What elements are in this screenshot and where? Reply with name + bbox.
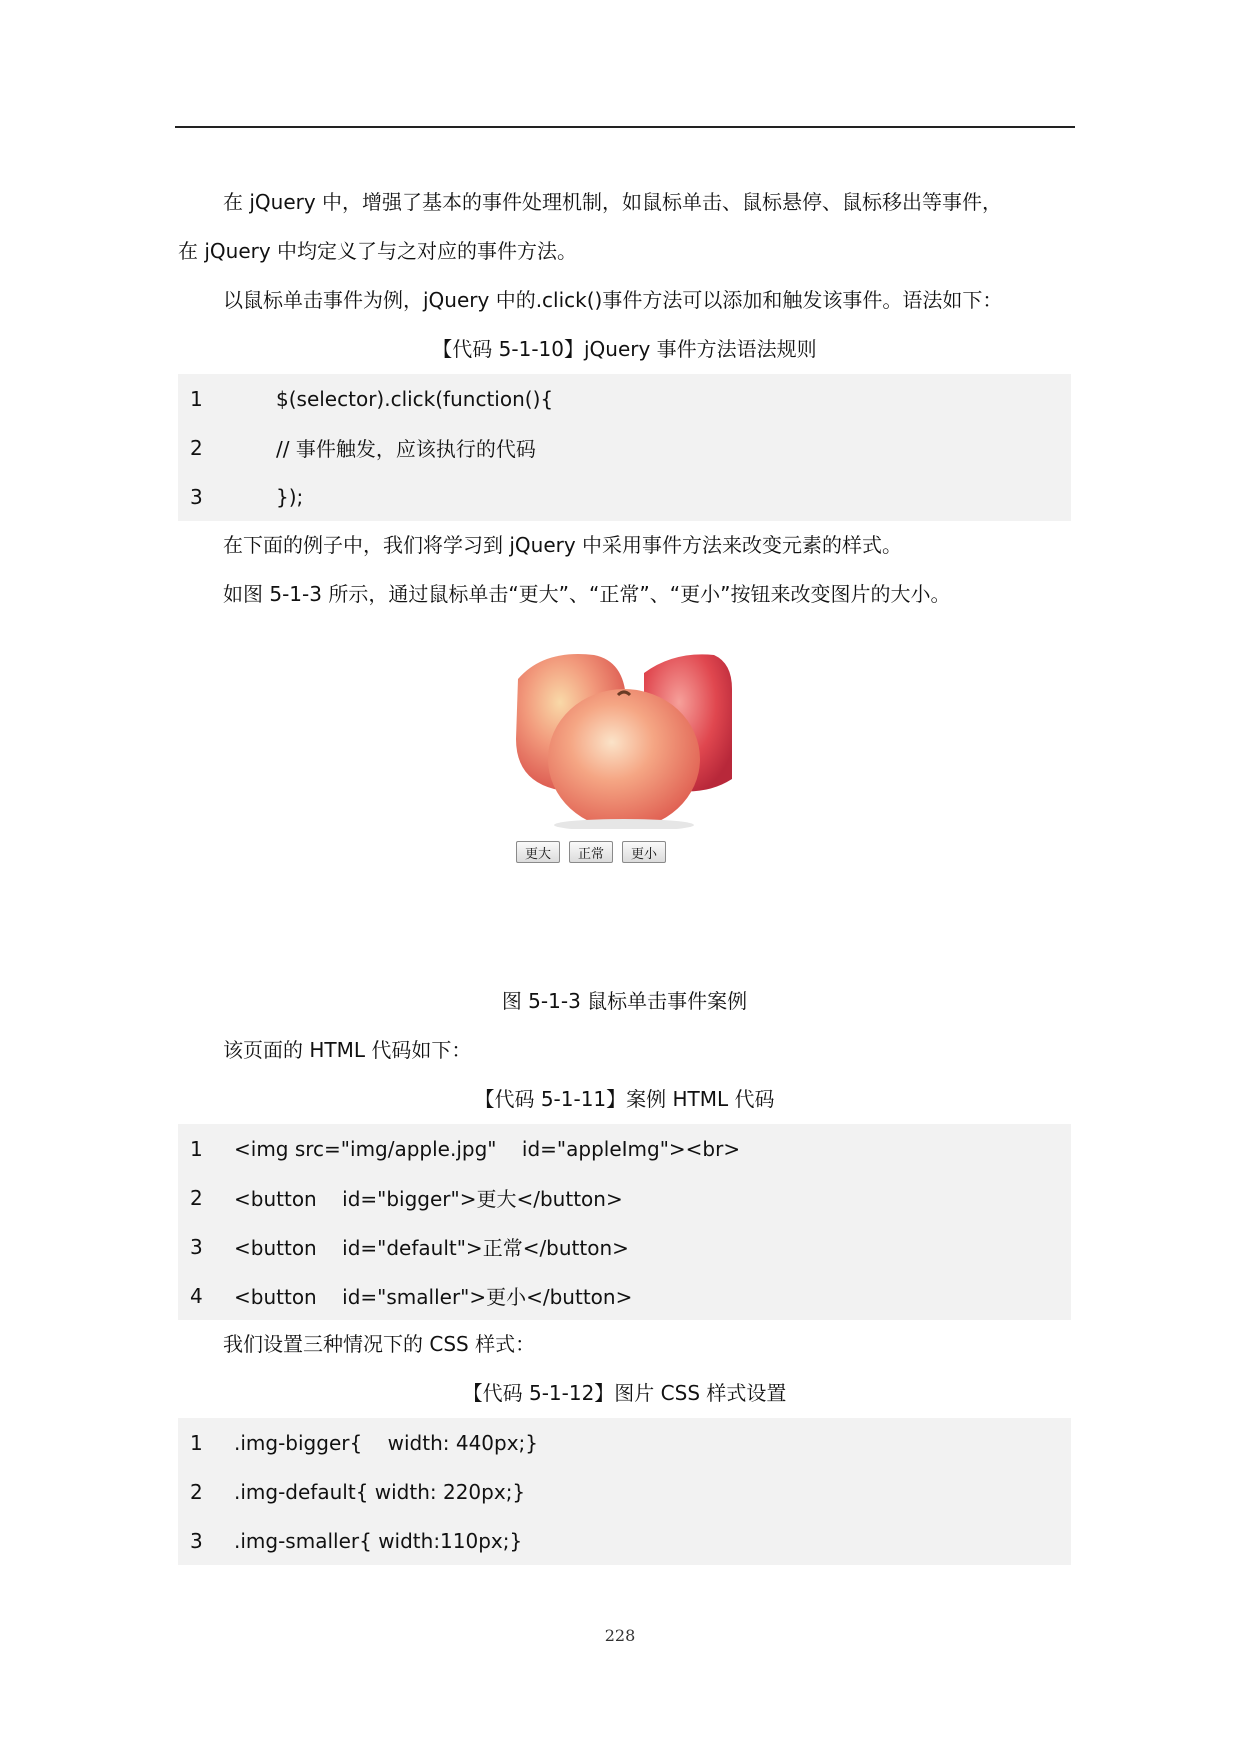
code-line [178, 1124, 1071, 1173]
line-number: 1 [190, 1136, 203, 1161]
code-text: $(selector).click(function(){ [276, 386, 554, 411]
paragraph-css-intro: 我们设置三种情况下的 CSS 样式： [223, 1332, 536, 1356]
code-line [178, 423, 1071, 472]
code-line [178, 1467, 1071, 1516]
code-line [178, 374, 1071, 423]
line-number: 2 [190, 435, 203, 460]
default-button[interactable]: 正常 [569, 841, 613, 863]
line-number: 4 [190, 1283, 203, 1308]
code-text: <button id="bigger">更大</button> [234, 1187, 623, 1211]
figure-caption: 图 5-1-3 鼠标单击事件案例 [501, 989, 748, 1013]
bigger-button[interactable]: 更大 [516, 841, 560, 863]
code-line [178, 1516, 1071, 1565]
code-text: <button id="default">正常</button> [234, 1236, 629, 1260]
code-text: <img src="img/apple.jpg" id="appleImg"><br> [234, 1136, 741, 1161]
paragraph-example-intro: 在下面的例子中，我们将学习到 jQuery 中采用事件方法来改变元素的样式。 [223, 533, 903, 557]
code-line [178, 1271, 1071, 1320]
code-text: // 事件触发，应该执行的代码 [276, 437, 536, 461]
paragraph-html-intro: 该页面的 HTML 代码如下： [223, 1038, 472, 1062]
code-text: }); [276, 484, 304, 509]
code-text: <button id="smaller">更小</button> [234, 1285, 633, 1309]
header-rule [175, 126, 1075, 128]
code-caption-5-1-11: 【代码 5-1-11】案例 HTML 代码 [474, 1087, 775, 1111]
code-block-5-1-10 [178, 374, 1071, 521]
code-text: .img-smaller{ width:110px;} [234, 1528, 523, 1553]
demo-button-group [516, 841, 666, 863]
smaller-button[interactable]: 更小 [622, 841, 666, 863]
line-number: 3 [190, 1528, 203, 1553]
code-line [178, 1418, 1071, 1467]
figure-5-1-3 [178, 619, 1071, 977]
code-line [178, 1173, 1071, 1222]
line-number: 1 [190, 1430, 203, 1455]
line-number: 3 [190, 484, 203, 509]
paragraph-figure-ref: 如图 5-1-3 所示，通过鼠标单击“更大”、“正常”、“更小”按钮来改变图片的大小。 [223, 582, 951, 606]
paragraph-intro-line2: 在 jQuery 中均定义了与之对应的事件方法。 [178, 239, 578, 263]
paragraph-syntax-intro: 以鼠标单击事件为例，jQuery 中的.click()事件方法可以添加和触发该事件。语法如下： [223, 288, 1003, 312]
code-text: .img-default{ width: 220px;} [234, 1479, 526, 1504]
line-number: 2 [190, 1479, 203, 1504]
line-number: 3 [190, 1234, 203, 1259]
code-text: .img-bigger{ width: 440px;} [234, 1430, 539, 1455]
code-caption-5-1-12: 【代码 5-1-12】图片 CSS 样式设置 [462, 1381, 787, 1405]
code-block-5-1-12 [178, 1418, 1071, 1565]
line-number: 1 [190, 386, 203, 411]
code-caption-5-1-10: 【代码 5-1-10】jQuery 事件方法语法规则 [432, 337, 817, 361]
code-block-5-1-11 [178, 1124, 1071, 1320]
page-number: 228 [604, 1626, 636, 1645]
paragraph-intro-line1: 在 jQuery 中，增强了基本的事件处理机制，如鼠标单击、鼠标悬停、鼠标移出等事件， [223, 190, 1003, 214]
document-body [178, 178, 1071, 1565]
line-number: 2 [190, 1185, 203, 1210]
apple-image [514, 649, 734, 829]
code-line [178, 1222, 1071, 1271]
code-line [178, 472, 1071, 521]
